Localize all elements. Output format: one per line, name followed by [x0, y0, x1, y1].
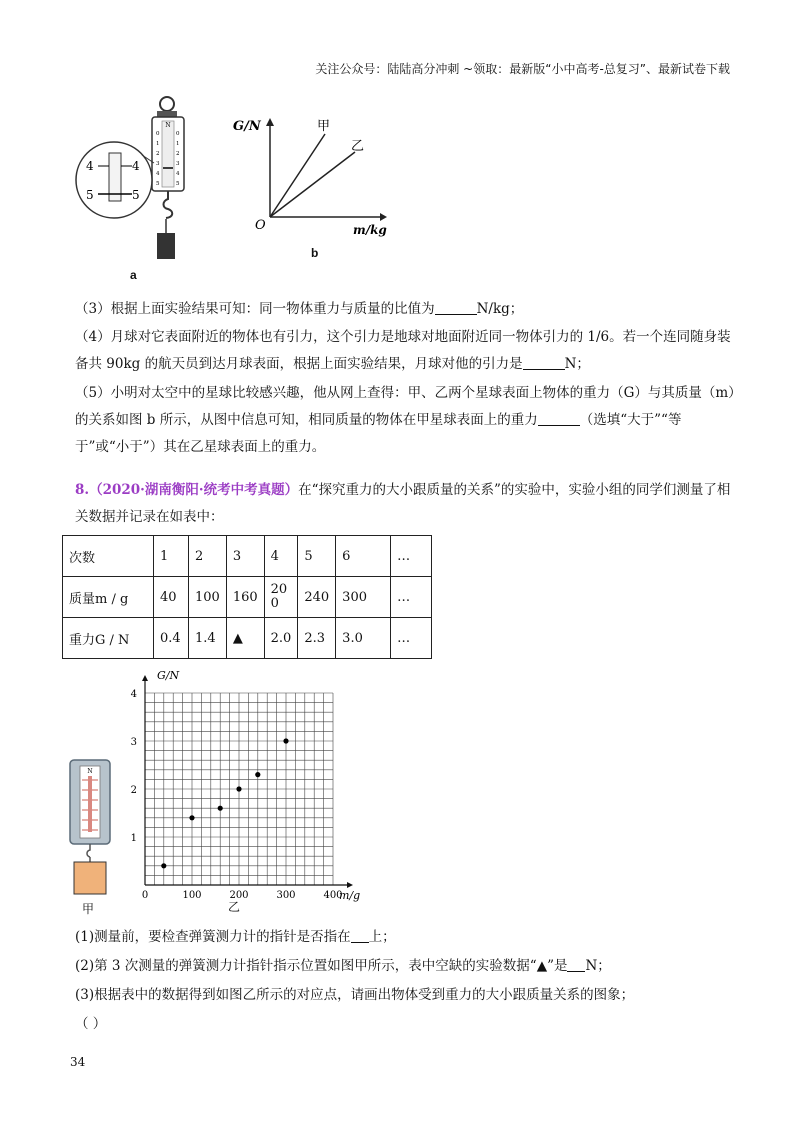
chart-caption: 乙	[228, 900, 241, 914]
x-tick-label: 0	[141, 890, 149, 901]
svg-text:1: 1	[156, 141, 160, 147]
table-cell: …	[391, 577, 432, 618]
y-tick-label: 1	[130, 833, 137, 844]
question-number: 8.	[75, 482, 90, 498]
ring-icon	[160, 97, 174, 111]
table-cell: 质量m / g	[63, 577, 154, 618]
table-cell: 6	[336, 536, 391, 577]
question-8-2: (2)第 3 次测量的弹簧测力计指针指示位置如图甲所示，表中空缺的实验数据“▲”是 N；	[75, 958, 611, 974]
question-3: （3）根据上面实验结果可知：同一物体重力与质量的比值为 N/kg；	[75, 301, 524, 317]
figure-a	[70, 95, 190, 285]
svg-text:3: 3	[156, 161, 160, 167]
scale-n-label: N	[165, 122, 171, 129]
figure-b-origin: O	[255, 218, 266, 233]
x-tick-label: 100	[182, 890, 202, 901]
table-cell: 300	[336, 577, 391, 618]
question-8-1: (1)测量前，要检查弹簧测力计的指针是否指在 上；	[75, 929, 396, 945]
figure-b-line2-label: 乙	[351, 139, 365, 154]
answer-blank-8-1[interactable]	[351, 928, 369, 943]
answer-blank-q5[interactable]	[538, 411, 580, 426]
table-cell: 0.4	[154, 618, 189, 659]
table-cell: …	[391, 536, 432, 577]
figure-b-x-label: m/kg	[353, 223, 387, 237]
svg-text:4: 4	[176, 171, 180, 177]
chart-yi	[125, 665, 365, 915]
figure-b-caption: b	[311, 246, 319, 260]
svg-text:4: 4	[86, 159, 94, 173]
x-tick-label: 200	[229, 890, 249, 901]
figure-b	[225, 112, 395, 242]
answer-blank-q4[interactable]	[523, 355, 565, 370]
data-point	[236, 786, 241, 791]
table-cell: 160	[226, 577, 264, 618]
table-cell: 100	[189, 577, 227, 618]
answer-blank-q3[interactable]	[435, 300, 477, 315]
table-cell: 240	[298, 577, 336, 618]
table-cell: 2.3	[298, 618, 336, 659]
data-point	[218, 806, 223, 811]
page-number: 34	[70, 1055, 86, 1069]
line-yi	[270, 152, 355, 217]
figure-jia	[66, 752, 116, 902]
table-cell: 2.0	[264, 618, 298, 659]
answer-parentheses[interactable]: （ ）	[75, 1016, 107, 1032]
y-tick-label: 4	[130, 689, 137, 700]
data-point	[255, 772, 260, 777]
x-tick-label: 300	[276, 890, 296, 901]
table-row	[63, 618, 432, 659]
data-table	[62, 535, 432, 659]
question-8-3: (3)根据表中的数据得到如图乙所示的对应点，请画出物体受到重力的大小跟质量关系的图象；	[75, 987, 635, 1003]
scale-n-label: N	[87, 768, 93, 775]
table-cell: 4	[264, 536, 298, 577]
svg-text:4: 4	[156, 171, 160, 177]
y-axis-arrow	[142, 675, 148, 681]
answer-blank-8-2[interactable]	[567, 957, 585, 972]
data-point	[161, 863, 166, 868]
table-cell: 3	[226, 536, 264, 577]
x-axis-arrow	[347, 882, 353, 888]
chart-points	[161, 738, 288, 868]
table-cell: 1	[154, 536, 189, 577]
table-row	[63, 577, 432, 618]
chart-ticks	[131, 689, 343, 901]
figure-a-caption: a	[130, 268, 137, 282]
svg-text:5: 5	[156, 181, 160, 187]
svg-text:0: 0	[156, 131, 160, 137]
svg-text:2: 2	[176, 151, 180, 157]
svg-text:3: 3	[176, 161, 180, 167]
chart-x-label: m/g	[339, 889, 361, 902]
chart-y-label: G/N	[157, 669, 180, 682]
hook-icon	[164, 191, 173, 218]
svg-text:0: 0	[176, 131, 180, 137]
page-header: 关注公众号：陆陆高分冲刺 ~领取：最新版“小中高考-总复习”、最新试卷下载	[315, 62, 730, 76]
table-cell: 200	[264, 577, 298, 618]
line-jia	[270, 134, 325, 217]
svg-text:5: 5	[176, 181, 180, 187]
figure-jia-caption: 甲	[82, 902, 95, 916]
figure-b-line1-label: 甲	[317, 119, 331, 134]
question-5: （5）小明对太空中的星球比较感兴趣，他从网上查得：甲、乙两个星球表面上物体的重力（G）与其质量（m）的关系如图 b 所示，从图中信息可知，相同质量的物体在甲星球表面上的重力 （选填“大于”“等于”或“小于”）其在乙星球表面上的重力。	[75, 385, 735, 455]
table-row	[63, 536, 432, 577]
table-cell: ▲	[226, 618, 264, 659]
data-point	[283, 738, 288, 743]
x-tick-label: 400	[323, 890, 343, 901]
table-cell: 5	[298, 536, 336, 577]
svg-text:5: 5	[86, 188, 94, 202]
svg-text:5: 5	[132, 188, 140, 202]
table-cell: 3.0	[336, 618, 391, 659]
hook-icon	[87, 844, 90, 857]
table-cell: 次数	[63, 536, 154, 577]
table-cell: 重力G / N	[63, 618, 154, 659]
weight-block	[157, 233, 175, 259]
question-4: （4）月球对它表面附近的物体也有引力，这个引力是地球对地面附近同一物体引力的 1/6。若一个连同随身装备共 90kg 的航天员到达月球表面，根据上面实验结果，月球对他的引力是 N；	[75, 329, 731, 372]
table-cell: …	[391, 618, 432, 659]
weight-block	[74, 862, 106, 894]
svg-text:1: 1	[176, 141, 180, 147]
y-tick-label: 2	[130, 785, 137, 796]
table-cell: 1.4	[189, 618, 227, 659]
svg-text:2: 2	[156, 151, 160, 157]
table-cell: 2	[189, 536, 227, 577]
question-8: 8.（2020·湖南衡阳·统考中考真题）在“探究重力的大小跟质量的关系”的实验中，实验小组的同学们测量了相关数据并记录在如表中：	[75, 482, 731, 525]
figure-b-y-label: G/N	[233, 119, 261, 134]
svg-text:4: 4	[132, 159, 140, 173]
data-point	[189, 815, 194, 820]
question-source: （2020·湖南衡阳·统考中考真题）	[89, 482, 299, 498]
table-cell: 40	[154, 577, 189, 618]
y-tick-label: 3	[130, 737, 137, 748]
